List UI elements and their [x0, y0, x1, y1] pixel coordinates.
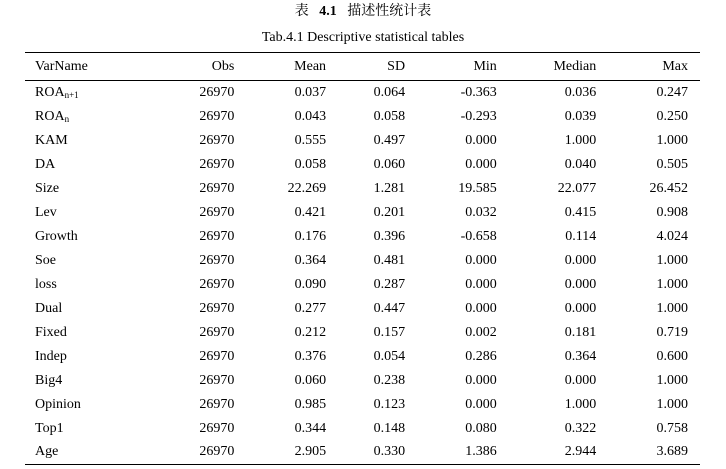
- table-row: [25, 249, 700, 273]
- caption-text: 描述性统计表: [347, 3, 432, 19]
- cell-max: 1.000: [656, 300, 688, 316]
- cell-obs: 26970: [199, 228, 235, 244]
- cell-min: 0.000: [465, 156, 497, 172]
- table-row: [25, 273, 700, 297]
- header-sd: SD: [338, 53, 417, 81]
- cell-min: -0.293: [460, 108, 497, 124]
- table-row: [25, 441, 700, 465]
- cell-sd: 0.238: [373, 372, 406, 388]
- varname-subscript: n: [64, 113, 70, 124]
- cell-min: -0.363: [460, 84, 497, 100]
- cell-median: 0.322: [564, 420, 597, 436]
- cell-sd: 0.481: [373, 252, 406, 268]
- cell-median: 0.364: [564, 348, 597, 364]
- cell-median: 0.114: [565, 228, 597, 244]
- cell-sd: 0.148: [373, 420, 406, 436]
- cell-obs: 26970: [199, 420, 235, 436]
- table-row: [25, 417, 700, 441]
- cell-median: 0.000: [564, 252, 597, 268]
- cell-mean: 0.421: [294, 204, 327, 220]
- cell-min: 0.000: [465, 276, 497, 292]
- cell-mean: 2.905: [246, 441, 338, 465]
- cell-median: 0.039: [564, 108, 597, 124]
- cell-obs: 26970: [199, 204, 235, 220]
- cell-max: 0.250: [656, 108, 688, 124]
- cell-sd: 0.058: [373, 108, 406, 124]
- cell-mean: 0.058: [294, 156, 327, 172]
- cell-varname: Age: [25, 441, 161, 465]
- cell-mean: 0.060: [294, 372, 327, 388]
- table-row: [25, 81, 700, 105]
- cell-sd: 0.396: [373, 228, 406, 244]
- cell-min: 1.386: [417, 441, 509, 465]
- cell-median: 0.036: [564, 84, 597, 100]
- table-row: [25, 297, 700, 321]
- varname-subscript: n+1: [64, 89, 79, 100]
- cell-varname: Dual: [35, 300, 63, 316]
- cell-min: 0.000: [465, 132, 497, 148]
- table-row: [25, 129, 700, 153]
- cell-max: 4.024: [656, 228, 688, 244]
- cell-sd: 1.281: [373, 180, 406, 196]
- cell-obs: 26970: [199, 132, 235, 148]
- header-varname: VarName: [25, 53, 161, 81]
- cell-obs: 26970: [199, 156, 235, 172]
- cell-varname: Top1: [35, 420, 64, 436]
- cell-obs: 26970: [199, 372, 235, 388]
- table-row: [25, 393, 700, 417]
- table-row: [25, 177, 700, 201]
- cell-max: 0.719: [656, 324, 688, 340]
- cell-obs: 26970: [199, 324, 235, 340]
- cell-obs: 26970: [199, 396, 235, 412]
- cell-obs: 26970: [199, 84, 235, 100]
- cell-obs: 26970: [199, 180, 235, 196]
- cell-median: 2.944: [509, 441, 608, 465]
- header-median: Median: [509, 53, 608, 81]
- cell-obs: 26970: [199, 300, 235, 316]
- cell-median: 0.000: [564, 372, 597, 388]
- cell-varname: DA: [35, 156, 56, 172]
- cell-min: 0.286: [465, 348, 497, 364]
- table-row: [25, 201, 700, 225]
- cell-max: 1.000: [656, 276, 688, 292]
- cell-obs: 26970: [199, 348, 235, 364]
- table-row: [25, 321, 700, 345]
- table-row: [25, 225, 700, 249]
- cell-mean: 0.364: [294, 252, 327, 268]
- cell-mean: 0.555: [294, 132, 327, 148]
- cell-mean: 0.176: [294, 228, 327, 244]
- cell-min: 0.000: [465, 252, 497, 268]
- cell-median: 1.000: [564, 396, 597, 412]
- cell-mean: 22.269: [287, 180, 327, 196]
- cell-max: 1.000: [656, 252, 688, 268]
- cell-varname: Growth: [35, 228, 78, 244]
- cell-varname: Size: [35, 180, 60, 196]
- cell-mean: 0.277: [294, 300, 327, 316]
- cell-max: 1.000: [656, 372, 688, 388]
- cell-min: 19.585: [458, 180, 497, 196]
- cell-varname: Indep: [35, 348, 67, 364]
- cell-sd: 0.123: [373, 396, 406, 412]
- cell-min: 0.000: [465, 396, 497, 412]
- cell-varname: $ROA_{n+1}$: [35, 84, 79, 100]
- table-body: [25, 81, 700, 465]
- cell-sd: 0.157: [373, 324, 406, 340]
- cell-obs: 26970: [199, 108, 235, 124]
- cell-varname: Lev: [35, 204, 57, 220]
- table-row: [25, 369, 700, 393]
- cell-mean: 0.376: [294, 348, 327, 364]
- caption-number: 4.1: [319, 4, 337, 19]
- cell-max: 1.000: [656, 396, 688, 412]
- cell-obs: 26970: [199, 252, 235, 268]
- cell-min: -0.658: [460, 228, 497, 244]
- cell-median: 0.040: [564, 156, 597, 172]
- cell-sd: 0.060: [373, 156, 406, 172]
- cell-varname: loss: [35, 276, 57, 292]
- header-max: Max: [608, 53, 700, 81]
- cell-max: 0.758: [656, 420, 688, 436]
- cell-obs: 26970: [161, 441, 246, 465]
- cell-median: 0.181: [564, 324, 597, 340]
- cell-varname: Soe: [35, 252, 56, 268]
- cell-mean: 0.212: [294, 324, 327, 340]
- cell-min: 0.032: [465, 204, 497, 220]
- cell-varname: Big4: [35, 372, 63, 388]
- cell-max: 0.908: [656, 204, 688, 220]
- cell-mean: 0.043: [294, 108, 327, 124]
- cell-min: 0.000: [465, 300, 497, 316]
- cell-max: 26.452: [649, 180, 688, 196]
- cell-median: 1.000: [564, 132, 597, 148]
- cell-mean: 0.985: [294, 396, 327, 412]
- caption-prefix: 表: [294, 3, 309, 19]
- cell-mean: 0.037: [294, 84, 327, 100]
- cell-min: 0.000: [465, 372, 497, 388]
- cell-max: 1.000: [656, 132, 688, 148]
- cell-mean: 0.090: [294, 276, 327, 292]
- cell-max: 0.600: [656, 348, 688, 364]
- cell-min: 0.080: [465, 420, 497, 436]
- cell-sd: 0.497: [373, 132, 406, 148]
- table-row: [25, 345, 700, 369]
- cell-varname: Opinion: [35, 396, 81, 412]
- cell-sd: 0.064: [373, 84, 406, 100]
- cell-median: 0.000: [564, 276, 597, 292]
- cell-sd: 0.054: [373, 348, 406, 364]
- cell-min: 0.002: [465, 324, 497, 340]
- cell-max: 0.247: [656, 84, 688, 100]
- descriptive-statistics-table: [25, 52, 700, 465]
- cell-varname: $ROA_n$: [35, 108, 70, 124]
- table-caption-chinese: [0, 2, 726, 21]
- cell-mean: 0.344: [294, 420, 327, 436]
- cell-max: 0.505: [656, 156, 688, 172]
- cell-varname: Fixed: [35, 324, 67, 340]
- header-min: Min: [417, 53, 509, 81]
- table-row: [25, 153, 700, 177]
- cell-sd: 0.330: [338, 441, 417, 465]
- cell-median: 22.077: [557, 180, 597, 196]
- table-row: [25, 105, 700, 129]
- table-header-row: [25, 53, 700, 81]
- cell-sd: 0.287: [373, 276, 406, 292]
- cell-sd: 0.447: [373, 300, 406, 316]
- cell-sd: 0.201: [373, 204, 406, 220]
- header-mean: Mean: [246, 53, 338, 81]
- table-caption-english: Tab.4.1 Descriptive statistical tables: [261, 30, 465, 45]
- cell-varname: KAM: [35, 132, 68, 148]
- cell-max: 3.689: [608, 441, 700, 465]
- cell-median: 0.415: [564, 204, 597, 220]
- header-obs: Obs: [161, 53, 246, 81]
- cell-median: 0.000: [564, 300, 597, 316]
- cell-obs: 26970: [199, 276, 235, 292]
